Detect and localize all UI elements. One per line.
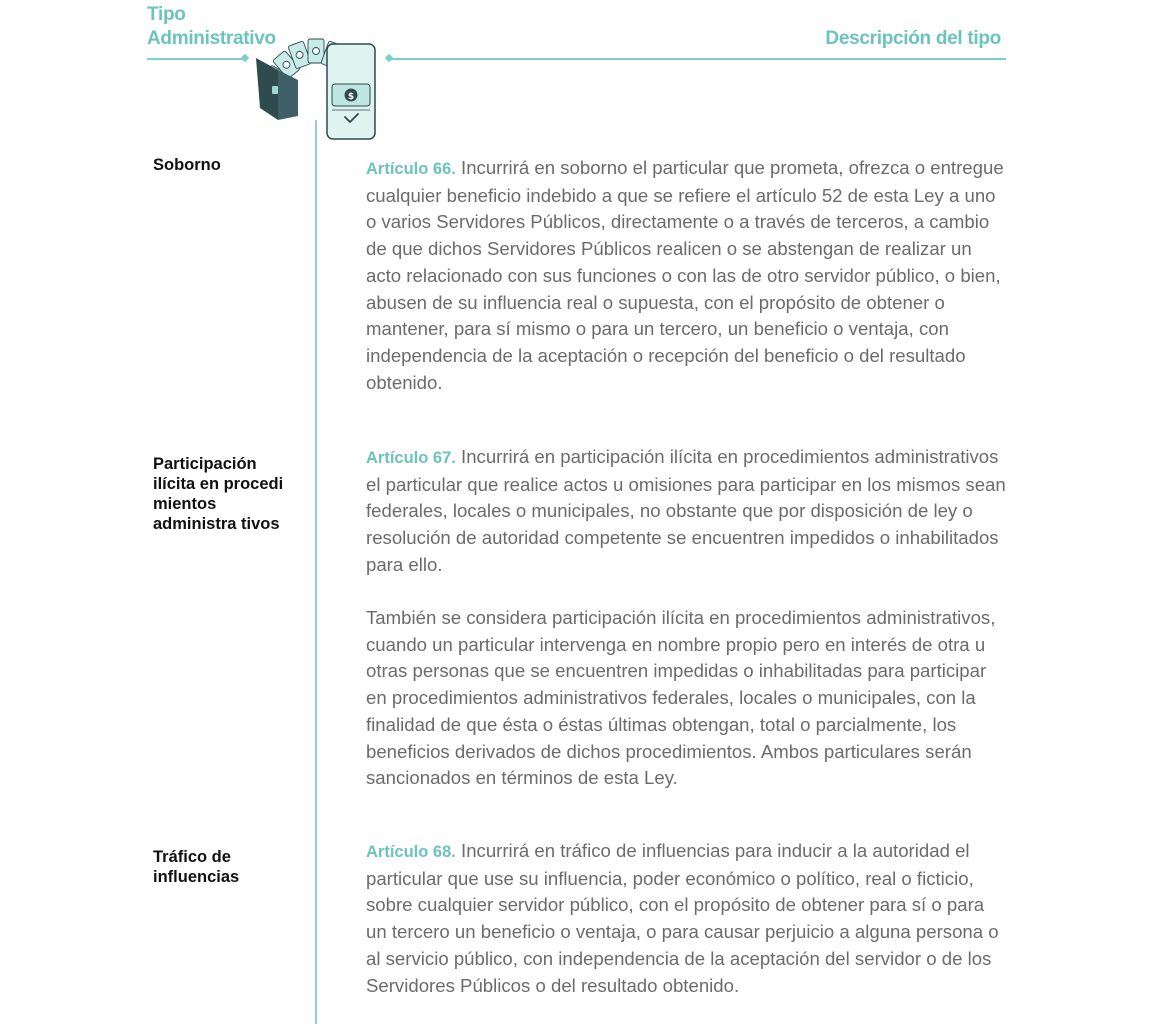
term-trafico-influencias: Tráfico de influencias [153,848,240,886]
description-participacion-ilicita [366,444,1006,579]
column-header-tipo-line1: Tipo [147,4,186,25]
term-soborno: Soborno [153,156,221,174]
article-number: Artículo 68. [366,843,456,861]
rule-dot-left [241,54,249,62]
rule-dot-right [385,54,393,62]
term-participacion-ilicita: Participación ilícita en procedi mientos administra tivos [153,455,284,533]
column-header-tipo-line2: Administrativo [147,28,276,49]
description-trafico-influencias [366,838,1006,999]
column-header-descripcion: Descripción del tipo [825,28,1001,49]
header-rule-right [389,58,1006,60]
header-rule-left [147,58,246,60]
wallet-phone-money-icon [250,30,382,145]
description-soborno [366,155,1006,396]
article-number: Artículo 66. [366,160,456,178]
article-text: Incurrirá en tráfico de influencias para inducir a la autoridad el particular que use su influencia, poder económico o político, real o ficticio, sobre cualquier servidor público, con el propósito de obtener para sí o para un tercero un beneficio o ventaja, o para causar perjuicio a alguna persona o al servicio público, con independencia de la aceptación del servidor o de los Servidores Públicos o del resultado obtenido. [366,840,999,996]
article-number: Artículo 67. [366,449,456,467]
article-text: Incurrirá en soborno el particular que prometa, ofrezca o entregue cualquier beneficio indebido a que se refiere el artículo 52 de esta Ley a uno o varios Servidores Públicos, directamente o a través de terceros, a cambio de que dichos Servidores Públicos realicen o se abstengan de realizar un acto relacionado con sus funciones o con las de otro servidor público, o bien, abusen de su influencia real o supuesta, con el propósito de obtener o mantener, para sí mismo o para un tercero, un beneficio o ventaja, con independencia de la aceptación o recepción del beneficio o del resultado obtenido. [366,157,1004,393]
description-participacion-ilicita-2: También se considera participación ilícita en procedimientos administrativos, cuando un particular intervenga en nombre propio pero en interés de otra u otras personas que se encuentren impedidas o inhabilitadas para participar en procedimientos administrativos federales, locales o municipales, con la finalidad de que ésta o éstas últimas obtengan, total o parcialmente, los beneficios derivados de dichos procedimientos. Ambos particulares serán sancionados en términos de esta Ley. [366,607,996,789]
svg-text:$: $ [347,92,355,102]
article-text: Incurrirá en participación ilícita en procedimientos administrativos el particular que realice actos u omisiones para participar en los mismos sean federales, locales o municipales, no obstante que por disposición de ley o resolución de autoridad competente se encuentren impedidos o inhabilitados para ello. [366,446,1006,575]
column-divider [315,120,317,1024]
